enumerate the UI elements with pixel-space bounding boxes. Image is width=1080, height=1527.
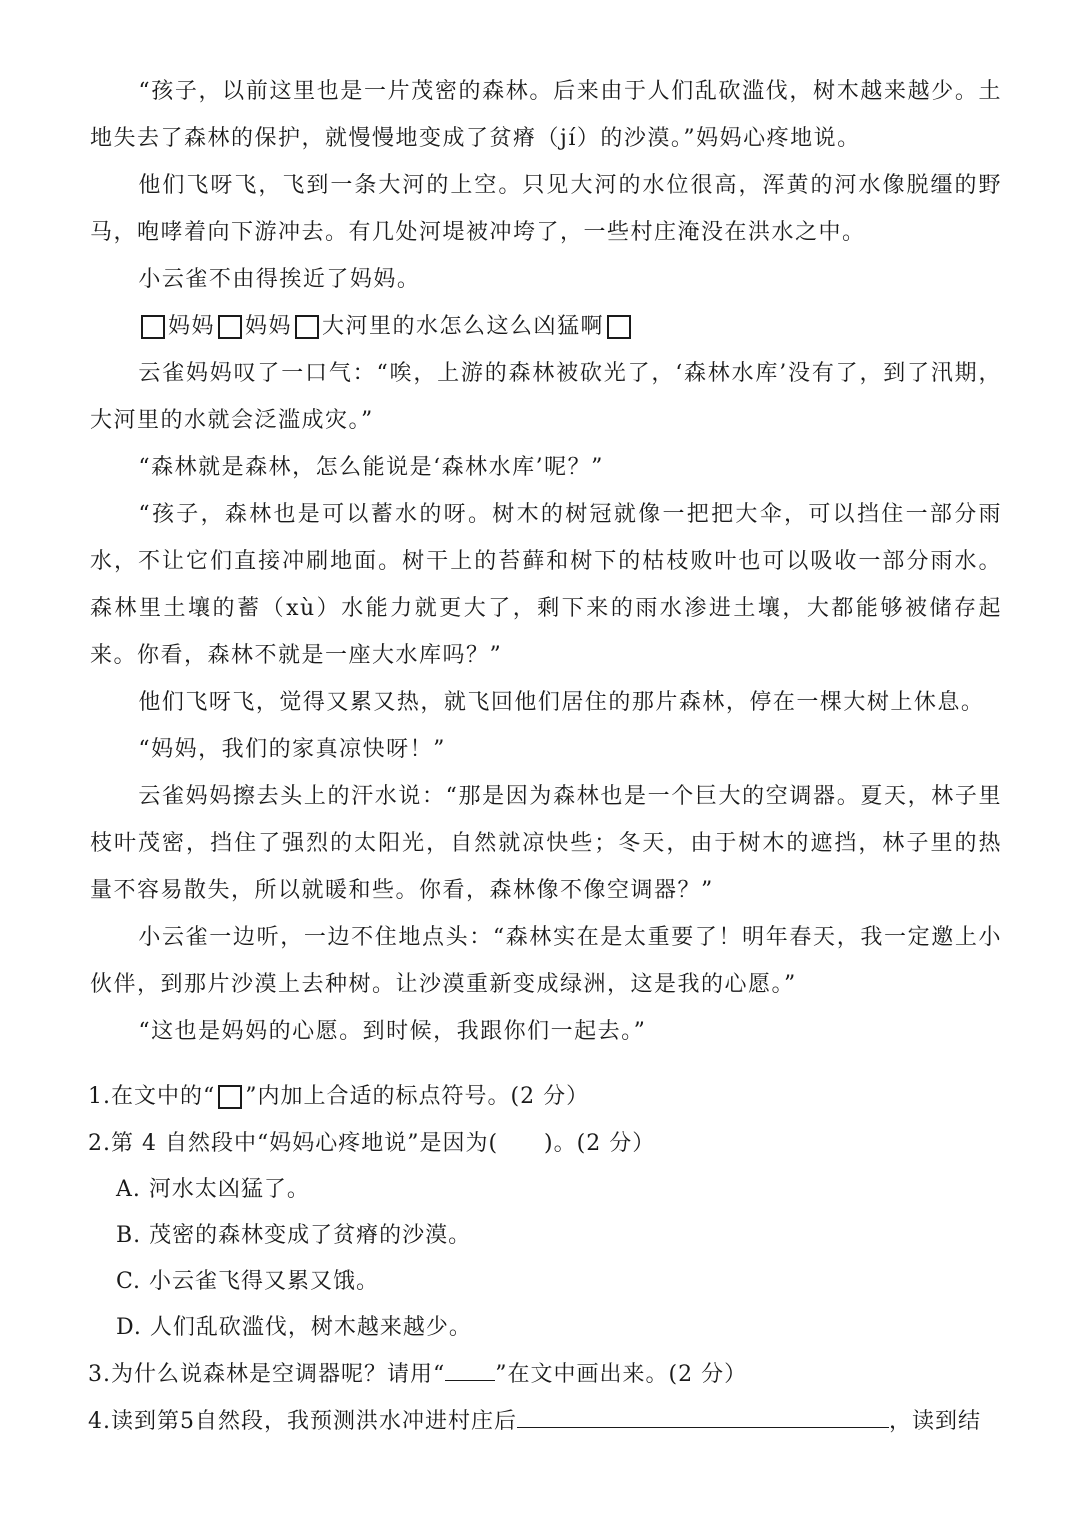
question-1-text-after: ”内加上合适的标点符号。(2 分）	[245, 1084, 590, 1109]
questions-section	[88, 1073, 1002, 1445]
question-4	[88, 1398, 1002, 1445]
question-3-underline-symbol	[445, 1360, 495, 1381]
question-3-text-after: ”在文中画出来。(2 分）	[495, 1362, 748, 1387]
reading-passage	[90, 68, 1002, 1055]
punctuation-exercise-line	[90, 303, 1002, 350]
paragraph-1: “孩子，以前这里也是一片茂密的森林。后来由于人们乱砍滥伐，树木越来越少。土地失去了森林的保护，就慢慢地变成了贫瘠（jí）的沙漠。”妈妈心疼地说。	[90, 79, 1002, 151]
paragraph-7: “孩子，森林也是可以蓄水的呀。树木的树冠就像一把把大伞，可以挡住一部分雨水，不让它们直接冲刷地面。树干上的苔藓和树下的枯枝败叶也可以吸收一部分雨水。森林里土壤的蓄（xù）水能力就更大了，剩下来的雨水渗进土壤，大都能够被储存起来。你看，森林不就是一座大水库吗？”	[90, 502, 1002, 668]
punct-segment-3: 大河里的水怎么这么凶猛啊	[322, 314, 605, 339]
punctuation-box-1[interactable]	[141, 315, 165, 339]
question-2-option-b[interactable]: B. 茂密的森林变成了贫瘠的沙漠。	[116, 1223, 472, 1248]
paragraph-10: 云雀妈妈擦去头上的汗水说：“那是因为森林也是一个巨大的空调器。夏天，林子里枝叶茂密，挡住了强烈的太阳光，自然就凉快些；冬天，由于树木的遮挡，林子里的热量不容易散失，所以就暖和些。你看，森林像不像空调器？”	[90, 784, 1002, 903]
question-3	[88, 1351, 1002, 1398]
question-1	[88, 1073, 1002, 1120]
paragraph-6: “森林就是森林，怎么能说是‘森林水库’呢？”	[138, 455, 604, 480]
question-1-box-symbol	[218, 1085, 242, 1109]
paragraph-5: 云雀妈妈叹了一口气：“唉，上游的森林被砍光了，‘森林水库’没有了，到了汛期，大河里的水就会泛滥成灾。”	[90, 361, 1002, 433]
question-4-text-before: 4.读到第5自然段，我预测洪水冲进村庄后	[88, 1409, 517, 1434]
question-2-option-c[interactable]: C. 小云雀飞得又累又饿。	[116, 1269, 380, 1294]
paragraph-2: 他们飞呀飞，飞到一条大河的上空。只见大河的水位很高，浑黄的河水像脱缰的野马，咆哮着向下游冲去。有几处河堤被冲垮了，一些村庄淹没在洪水之中。	[90, 173, 1002, 245]
question-1-text-before: 1.在文中的“	[88, 1084, 216, 1109]
question-4-text-after: ，读到结	[889, 1409, 982, 1434]
punct-segment-1: 妈妈	[168, 314, 216, 339]
punctuation-box-4[interactable]	[607, 315, 631, 339]
question-4-answer-blank[interactable]	[517, 1405, 889, 1428]
question-3-text-before: 3.为什么说森林是空调器呢？请用“	[88, 1362, 446, 1387]
question-2-option-a[interactable]: A. 河水太凶猛了。	[116, 1177, 310, 1202]
paragraph-11: 小云雀一边听，一边不住地点头：“森林实在是太重要了！明年春天，我一定邀上小伙伴，到那片沙漠上去种树。让沙漠重新变成绿洲，这是我的心愿。”	[90, 925, 1002, 997]
punct-segment-2: 妈妈	[245, 314, 293, 339]
question-2-option-d[interactable]: D. 人们乱砍滥伐，树木越来越少。	[116, 1315, 472, 1340]
punctuation-box-3[interactable]	[295, 315, 319, 339]
paragraph-8: 他们飞呀飞，觉得又累又热，就飞回他们居住的那片森林，停在一棵大树上休息。	[138, 690, 985, 715]
paragraph-12: “这也是妈妈的心愿。到时候，我跟你们一起去。”	[138, 1019, 647, 1044]
paragraph-9: “妈妈，我们的家真凉快呀！”	[138, 737, 446, 762]
question-2: 2.第 4 自然段中“妈妈心疼地说”是因为( )。(2 分）	[88, 1131, 656, 1156]
paragraph-3: 小云雀不由得挨近了妈妈。	[138, 267, 421, 292]
punctuation-box-2[interactable]	[218, 315, 242, 339]
